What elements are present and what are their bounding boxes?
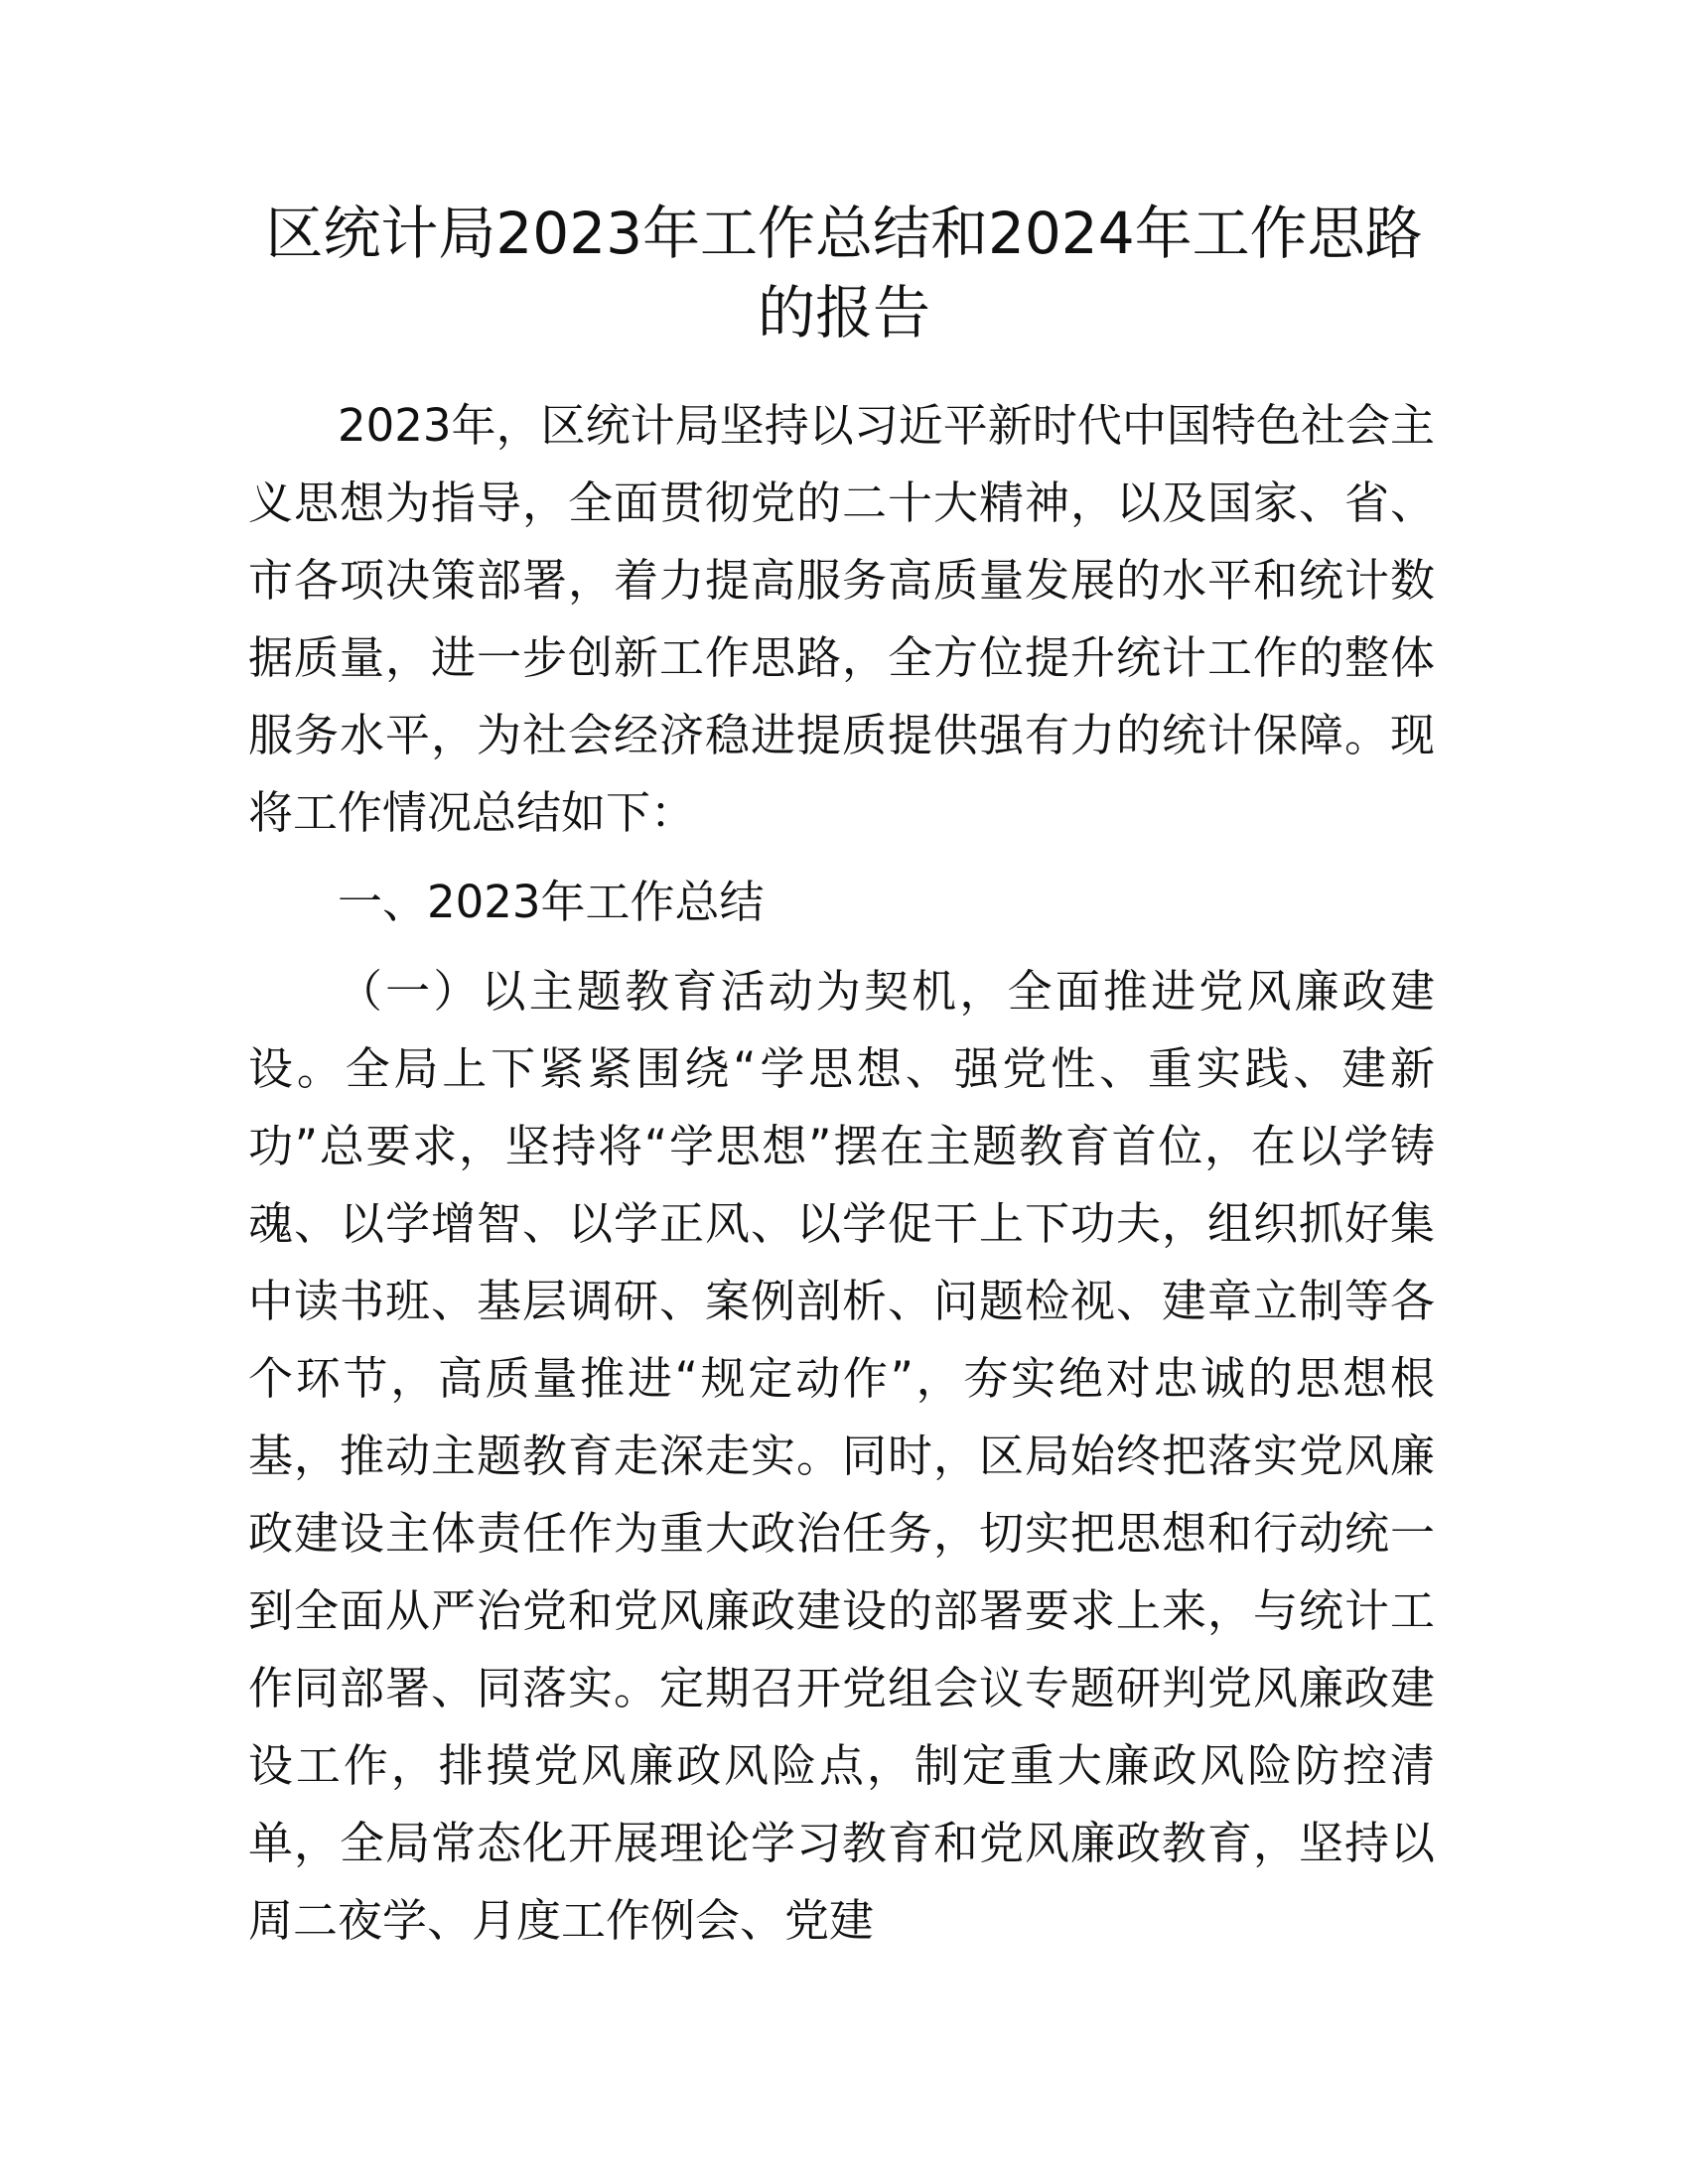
- subsection-paragraph: [248, 953, 1435, 1960]
- document-title: [248, 194, 1440, 352]
- document-body: [248, 387, 1435, 1960]
- section-heading: 一、2023年工作总结: [338, 876, 765, 928]
- title-line-1: 区统计局2023年工作总结和2024年工作思路: [265, 200, 1423, 267]
- subsection-body: 全局上下紧紧围绕“学思想、强党性、重实践、建新功”总要求，坚持将“学思想”摆在主题教育首位，在以学铸魂、以学增智、以学正风、以学促干上下功夫，组织抓好集中读书班、基层调研、案例剖析、问题检视、建章立制等各个环节，高质量推进“规定动作”，夯实绝对忠诚的思想根基，推动主题教育走深走实。同时，区局始终把落实党风廉政建设主体责任作为重大政治任务，切实把思想和行动统一到全面从严治党和党风廉政建设的部署要求上来，与统计工作同部署、同落实。定期召开党组会议专题研判党风廉政建设工作，排摸党风廉政风险点，制定重大廉政风险防控清单，全局常态化开展理论学习教育和党风廉政教育，坚持以周二夜学、月度工作例会、党建: [248, 1042, 1435, 1947]
- title-line-2: 的报告: [757, 279, 930, 346]
- subsection-title: （一）以主题教育活动为契机，全面推进党风廉政建设。: [248, 965, 1435, 1095]
- intro-paragraph: 2023年，区统计局坚持以习近平新时代中国特色社会主义思想为指导，全面贯彻党的二十大精神，以及国家、省、市各项决策部署，着力提高服务高质量发展的水平和统计数据质量，进一步创新工作思路，全方位提升统计工作的整体服务水平，为社会经济稳进提质提供强有力的统计保障。现将工作情况总结如下：: [248, 399, 1435, 839]
